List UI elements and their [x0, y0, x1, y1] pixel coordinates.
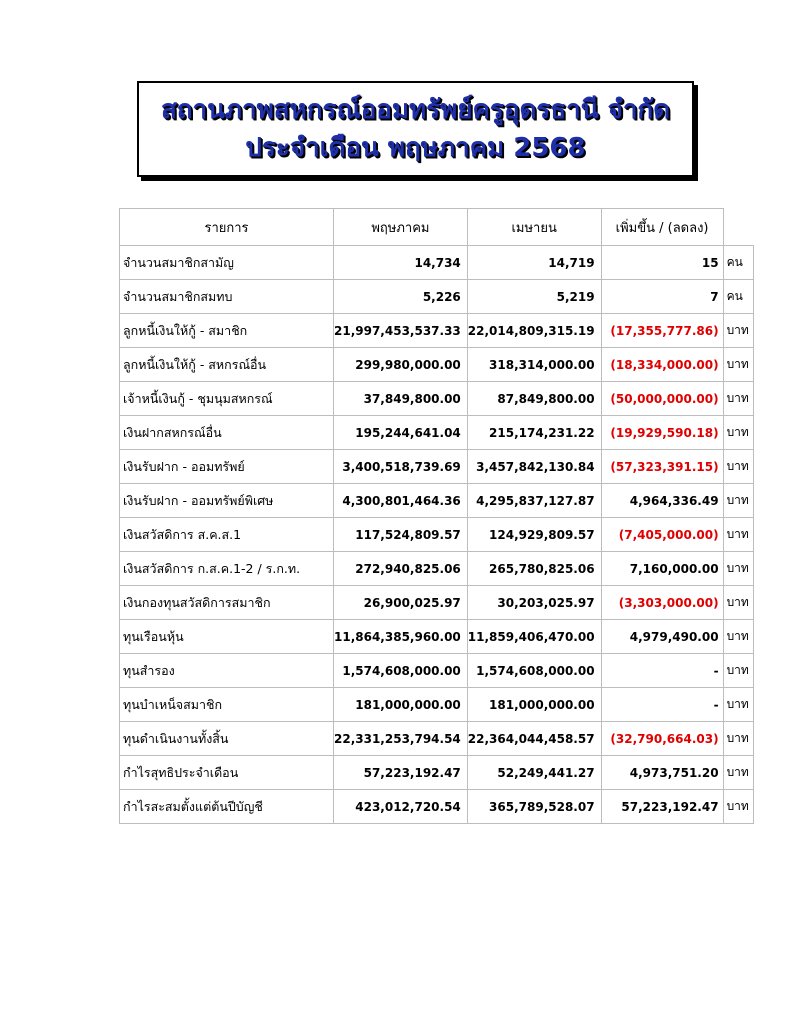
row-label: ลูกหนี้เงินให้กู้ - สมาชิก	[120, 314, 334, 348]
row-april-value: 11,859,406,470.00	[467, 620, 601, 654]
table-row	[120, 314, 754, 348]
column-header-item: รายการ	[120, 209, 334, 246]
column-header-may: พฤษภาคม	[334, 209, 468, 246]
row-unit: บาท	[723, 450, 753, 484]
row-may-value: 11,864,385,960.00	[334, 620, 468, 654]
row-april-value: 22,364,044,458.57	[467, 722, 601, 756]
table-body	[120, 246, 754, 824]
table-row	[120, 722, 754, 756]
row-label: ทุนเรือนหุ้น	[120, 620, 334, 654]
row-april-value: 5,219	[467, 280, 601, 314]
row-may-value: 5,226	[334, 280, 468, 314]
row-may-value: 37,849,800.00	[334, 382, 468, 416]
row-unit: บาท	[723, 688, 753, 722]
row-unit: บาท	[723, 756, 753, 790]
row-label: กำไรสุทธิประจำเดือน	[120, 756, 334, 790]
table-row	[120, 382, 754, 416]
row-unit: บาท	[723, 416, 753, 450]
row-april-value: 87,849,800.00	[467, 382, 601, 416]
row-label: ทุนสำรอง	[120, 654, 334, 688]
row-april-value: 22,014,809,315.19	[467, 314, 601, 348]
row-unit: บาท	[723, 348, 753, 382]
row-change-value: -	[601, 654, 723, 688]
row-april-value: 265,780,825.06	[467, 552, 601, 586]
row-label: ทุนดำเนินงานทั้งสิ้น	[120, 722, 334, 756]
column-header-change: เพิ่มขึ้น / (ลดลง)	[601, 209, 723, 246]
row-label: จำนวนสมาชิกสมทบ	[120, 280, 334, 314]
row-april-value: 1,574,608,000.00	[467, 654, 601, 688]
row-change-value: 57,223,192.47	[601, 790, 723, 824]
row-april-value: 215,174,231.22	[467, 416, 601, 450]
table-row	[120, 450, 754, 484]
row-change-value: 15	[601, 246, 723, 280]
table-row	[120, 348, 754, 382]
row-unit: บาท	[723, 586, 753, 620]
row-label: เงินสวัสดิการ ส.ค.ส.1	[120, 518, 334, 552]
row-unit: บาท	[723, 552, 753, 586]
row-label: จำนวนสมาชิกสามัญ	[120, 246, 334, 280]
row-unit: บาท	[723, 314, 753, 348]
row-may-value: 1,574,608,000.00	[334, 654, 468, 688]
row-change-value: (57,323,391.15)	[601, 450, 723, 484]
row-april-value: 52,249,441.27	[467, 756, 601, 790]
row-april-value: 181,000,000.00	[467, 688, 601, 722]
title-box	[137, 81, 694, 177]
row-change-value: 7,160,000.00	[601, 552, 723, 586]
row-may-value: 195,244,641.04	[334, 416, 468, 450]
row-may-value: 22,331,253,794.54	[334, 722, 468, 756]
row-label: กำไรสะสมตั้งแต่ต้นปีบัญชี	[120, 790, 334, 824]
row-may-value: 181,000,000.00	[334, 688, 468, 722]
table-row	[120, 552, 754, 586]
row-unit: บาท	[723, 518, 753, 552]
table-row	[120, 756, 754, 790]
table-row	[120, 586, 754, 620]
row-unit: บาท	[723, 654, 753, 688]
table-row	[120, 518, 754, 552]
row-label: เงินสวัสดิการ ก.ส.ค.1-2 / ร.ก.ท.	[120, 552, 334, 586]
row-change-value: 4,973,751.20	[601, 756, 723, 790]
row-april-value: 30,203,025.97	[467, 586, 601, 620]
row-change-value: (50,000,000.00)	[601, 382, 723, 416]
row-label: ลูกหนี้เงินให้กู้ - สหกรณ์อื่น	[120, 348, 334, 382]
row-april-value: 365,789,528.07	[467, 790, 601, 824]
row-label: เงินกองทุนสวัสดิการสมาชิก	[120, 586, 334, 620]
row-unit: บาท	[723, 382, 753, 416]
table-row	[120, 246, 754, 280]
table-row	[120, 688, 754, 722]
row-april-value: 4,295,837,127.87	[467, 484, 601, 518]
row-change-value: -	[601, 688, 723, 722]
table-header-row	[120, 209, 754, 246]
row-change-value: (18,334,000.00)	[601, 348, 723, 382]
table-row	[120, 484, 754, 518]
row-may-value: 423,012,720.54	[334, 790, 468, 824]
row-change-value: (19,929,590.18)	[601, 416, 723, 450]
row-april-value: 124,929,809.57	[467, 518, 601, 552]
row-label: เงินรับฝาก - ออมทรัพย์พิเศษ	[120, 484, 334, 518]
row-label: เงินฝากสหกรณ์อื่น	[120, 416, 334, 450]
row-may-value: 4,300,801,464.36	[334, 484, 468, 518]
row-may-value: 272,940,825.06	[334, 552, 468, 586]
row-change-value: 4,979,490.00	[601, 620, 723, 654]
page-subtitle: ประจำเดือน พฤษภาคม 2568	[245, 133, 586, 163]
row-change-value: (3,303,000.00)	[601, 586, 723, 620]
row-may-value: 299,980,000.00	[334, 348, 468, 382]
row-unit: บาท	[723, 484, 753, 518]
row-unit: บาท	[723, 722, 753, 756]
table-row	[120, 280, 754, 314]
row-may-value: 14,734	[334, 246, 468, 280]
column-header-unit	[723, 209, 753, 246]
row-may-value: 117,524,809.57	[334, 518, 468, 552]
row-may-value: 57,223,192.47	[334, 756, 468, 790]
row-unit: คน	[723, 280, 753, 314]
row-unit: บาท	[723, 620, 753, 654]
row-april-value: 14,719	[467, 246, 601, 280]
row-april-value: 3,457,842,130.84	[467, 450, 601, 484]
row-april-value: 318,314,000.00	[467, 348, 601, 382]
row-may-value: 3,400,518,739.69	[334, 450, 468, 484]
row-label: เจ้าหนี้เงินกู้ - ชุมนุมสหกรณ์	[120, 382, 334, 416]
table-row	[120, 416, 754, 450]
column-header-april: เมษายน	[467, 209, 601, 246]
row-change-value: 7	[601, 280, 723, 314]
table-row	[120, 654, 754, 688]
row-may-value: 26,900,025.97	[334, 586, 468, 620]
row-unit: คน	[723, 246, 753, 280]
table-row	[120, 790, 754, 824]
row-label: เงินรับฝาก - ออมทรัพย์	[120, 450, 334, 484]
row-unit: บาท	[723, 790, 753, 824]
row-change-value: (17,355,777.86)	[601, 314, 723, 348]
row-label: ทุนบำเหน็จสมาชิก	[120, 688, 334, 722]
status-table	[119, 208, 754, 824]
row-change-value: 4,964,336.49	[601, 484, 723, 518]
row-may-value: 21,997,453,537.33	[334, 314, 468, 348]
table-row	[120, 620, 754, 654]
row-change-value: (32,790,664.03)	[601, 722, 723, 756]
page-title: สถานภาพสหกรณ์ออมทรัพย์ครูอุดรธานี จำกัด	[160, 95, 671, 125]
row-change-value: (7,405,000.00)	[601, 518, 723, 552]
